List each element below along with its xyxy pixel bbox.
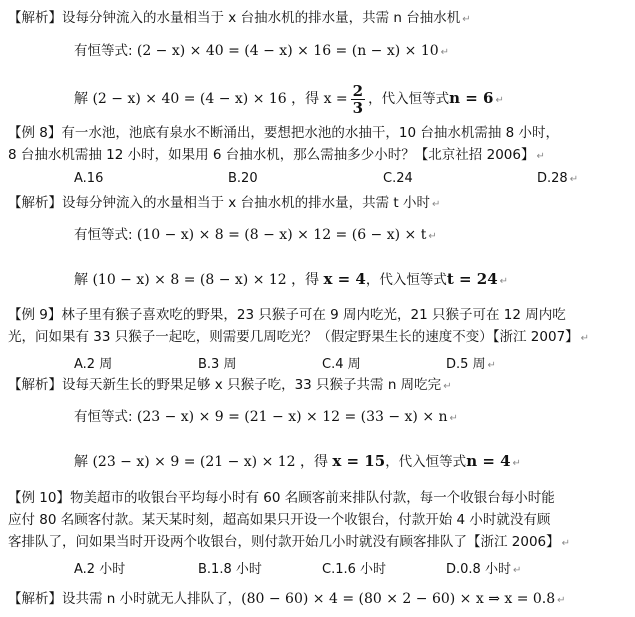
solution-formula: 解 (2 − x) × 40 = (4 − x) × 16 ，得 x =: [74, 91, 348, 107]
analysis-text: 【解析】设每分钟流入的水量相当于 x 台抽水机的排水量，共需 t 小时: [8, 195, 430, 211]
example-9-line-2: [8, 328, 589, 348]
identity-formula: (10 − x) × 8 = (8 − x) × 12 = (6 − x) × t: [136, 227, 427, 243]
option-a: A.2 周: [74, 357, 113, 372]
paragraph-mark-icon: ↵: [561, 538, 571, 549]
paragraph-mark-icon: ↵: [462, 14, 471, 25]
solution-result: n = 4: [466, 452, 511, 470]
solution-line-2: [74, 270, 508, 291]
analysis-text: 【解析】设每分钟流入的水量相当于 x 台抽水机的排水量，共需 n 台抽水机: [8, 10, 461, 26]
paragraph-mark-icon: ↵: [487, 360, 496, 371]
paragraph-mark-icon: ↵: [512, 458, 521, 469]
option-b: B.1.8 小时: [198, 562, 262, 577]
option-d: [446, 558, 521, 577]
solution-value: x = 15: [332, 452, 386, 470]
identity-line-3: [74, 408, 458, 428]
example-text: 【例 9】林子里有猴子喜欢吃的野果，23 只猴子可在 9 周内吃光，21 只猴子可在 12 周内吃: [8, 307, 566, 323]
paragraph-mark-icon: ↵: [428, 231, 437, 242]
example-10-line-2: [8, 511, 550, 529]
analysis-text: 【解析】设共需 n 小时就无人排队了，: [8, 591, 242, 607]
paragraph-mark-icon: ↵: [512, 565, 522, 576]
option-c: C.1.6 小时: [322, 562, 387, 577]
option-d-text: D.0.8 小时: [446, 562, 511, 577]
option-b: B.3 周: [198, 357, 237, 372]
option-c: C.24: [383, 171, 413, 186]
paragraph-mark-icon: ↵: [580, 333, 590, 344]
analysis-line-3: [8, 376, 452, 396]
analysis-text: 【解析】设每天新生长的野果足够 x 只猴子吃，33 只猴子共需 n 周吃完: [8, 377, 442, 393]
option-d: [446, 353, 496, 372]
example-10-line-1: [8, 489, 555, 507]
solution-result: t = 24: [446, 270, 498, 288]
identity-label: 有恒等式:: [74, 409, 133, 425]
option-a: A.16: [74, 171, 104, 186]
example-text: 【例 10】物美超市的收银台平均每小时有 60 名顾客前来排队付款，每一个收银台每小时能: [8, 490, 555, 506]
paragraph-mark-icon: ↵: [495, 95, 504, 106]
paragraph-mark-icon: ↵: [499, 276, 509, 287]
option-d: [537, 171, 578, 186]
solution-line-3: [74, 452, 521, 473]
example-9-line-1: [8, 306, 566, 324]
paragraph-mark-icon: ↵: [536, 151, 545, 162]
paragraph-mark-icon: ↵: [557, 595, 566, 606]
identity-line-2: [74, 226, 437, 246]
option-d-text: D.28: [537, 171, 568, 186]
example-text: 应付 80 名顾客付款。某天某时刻，超高如果只开设一个收银台，付款开始 4 小时就没有顾: [8, 512, 551, 528]
analysis-line-1: [8, 9, 471, 29]
identity-formula: (23 − x) × 9 = (21 − x) × 12 = (33 − x) × n: [136, 409, 448, 425]
example-text: 8 台抽水机需抽 12 小时，如果用 6 台抽水机，那么需抽多少小时？【北京社招 2006】: [8, 147, 535, 163]
example-8-line-1: [8, 124, 559, 142]
analysis-line-2: [8, 194, 440, 214]
paragraph-mark-icon: ↵: [443, 381, 452, 392]
paragraph-mark-icon: ↵: [569, 174, 579, 185]
fraction-numerator: 2: [352, 81, 364, 100]
example-8-line-2: [8, 146, 545, 166]
option-d-text: D.5 周: [446, 357, 486, 372]
option-b: B.20: [228, 171, 258, 186]
example-10-line-3: [8, 533, 570, 553]
solution-connector: ，代入恒等式: [365, 272, 447, 288]
paragraph-mark-icon: ↵: [440, 47, 450, 58]
example-text: 客排队了，问如果当时开设两个收银台，则付款开始几小时就没有顾客排队了【浙江 2006】: [8, 534, 560, 550]
identity-label: 有恒等式:: [74, 43, 133, 59]
option-a: A.2 小时: [74, 562, 126, 577]
solution-line-1: [74, 80, 504, 119]
solution-formula: 解 (10 − x) × 8 = (8 − x) × 12 ，得: [74, 272, 320, 288]
solution-formula: 解 (23 − x) × 9 = (21 − x) × 12 ，得: [74, 454, 329, 470]
option-c: C.4 周: [322, 357, 361, 372]
solution-result: n = 6: [449, 89, 494, 107]
fraction: [351, 83, 365, 116]
solution-connector: ，代入恒等式: [368, 91, 450, 107]
example-text: 【例 8】有一水池，池底有泉水不断涌出，要想把水池的水抽干，10 台抽水机需抽 8 小时，: [8, 125, 560, 141]
paragraph-mark-icon: ↵: [431, 199, 441, 210]
analysis-formula: (80 − 60) × 4 = (80 × 2 − 60) × x ⇒ x = 0.8: [241, 591, 556, 607]
solution-value: x = 4: [323, 270, 366, 288]
example-text: 光，问如果有 33 只猴子一起吃，则需要几周吃光？（假定野果生长的速度不变）【浙江 2007】: [8, 329, 579, 345]
identity-formula: (2 − x) × 40 = (4 − x) × 16 = (n − x) × 10: [136, 43, 439, 59]
paragraph-mark-icon: ↵: [449, 413, 458, 424]
solution-connector: ，代入恒等式: [385, 454, 467, 470]
identity-label: 有恒等式:: [74, 227, 133, 243]
analysis-line-4: [8, 590, 566, 610]
fraction-denominator: 3: [352, 98, 364, 117]
identity-line-1: [74, 42, 449, 62]
